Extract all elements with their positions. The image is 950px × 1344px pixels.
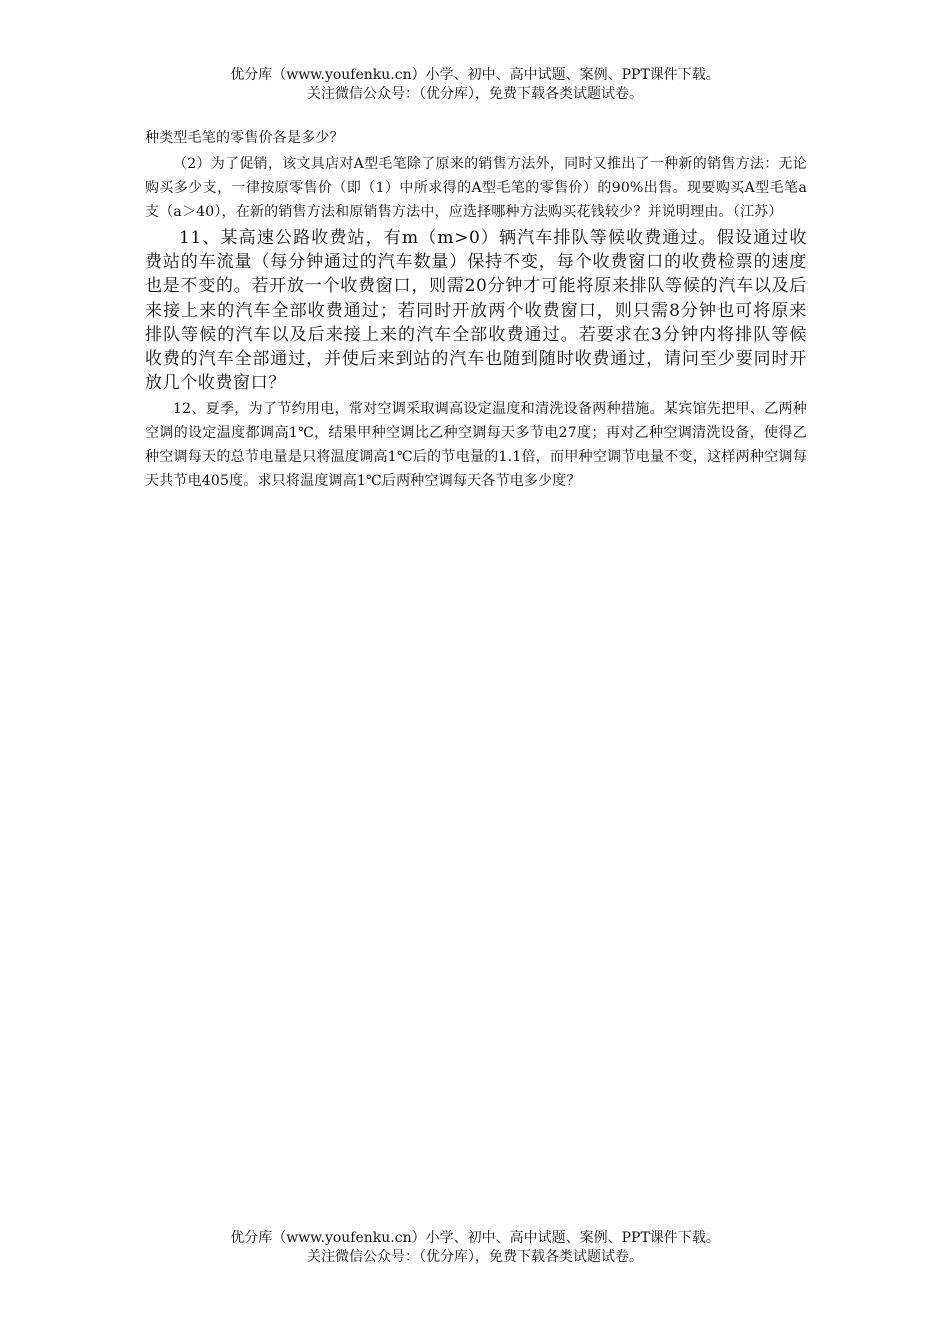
footer-line-1: 优分库（www.youfenku.cn）小学、初中、高中试题、案例、PPT课件下载。 (230, 1230, 720, 1246)
header-line-2: 关注微信公众号：（优分库），免费下载各类试题试卷。 (307, 86, 643, 102)
question-12: 12、夏季，为了节约用电，常对空调采取调高设定温度和清洗设备两种措施。某宾馆先把甲、乙两种空调的设定温度都调高1℃，结果甲种空调比乙种空调每天多节电27度；再对乙种空调清洗设备，使得乙种空调每天的总节电量是只将温度调高1℃后的节电量的1.1倍，而甲种空调节电量不变，这样两种空调每天共节电405度。求只将温度调高1℃后两种空调每天各节电多少度？ (145, 401, 807, 490)
question-10-part-2: （2）为了促销，该文具店对A型毛笔除了原来的销售方法外，同时又推出了一种新的销售方法：无论购买多少支，一律按原零售价（即（1）中所求得的A型毛笔的零售价）的90%出售。现要购买A型毛笔a支（a＞40），在新的销售方法和原销售方法中，应选择哪种方法购买花钱较少？并说明理由。（江苏） (145, 156, 807, 220)
page-footer (0, 1229, 950, 1267)
header-line-1: 优分库（www.youfenku.cn）小学、初中、高中试题、案例、PPT课件下载。 (230, 67, 720, 83)
document-body (145, 126, 807, 493)
question-11: 11、某高速公路收费站，有m（m>0）辆汽车排队等候收费通过。假设通过收费站的车流量（每分钟通过的汽车数量）保持不变，每个收费窗口的收费检票的速度也是不变的。若开放一个收费窗口，则需20分钟才可能将原来排队等候的汽车以及后来接上来的汽车全部收费通过；若同时开放两个收费窗口，则只需8分钟也可将原来排队等候的汽车以及后来接上来的汽车全部收费通过。若要求在3分钟内将排队等候收费的汽车全部通过，并使后来到站的汽车也随到随时收费通过，请问至少要同时开放几个收费窗口？ (145, 228, 807, 394)
page-header (0, 66, 950, 104)
question-10-continuation: 种类型毛笔的零售价各是多少？ (145, 130, 344, 146)
footer-line-2: 关注微信公众号：（优分库），免费下载各类试题试卷。 (307, 1249, 643, 1265)
